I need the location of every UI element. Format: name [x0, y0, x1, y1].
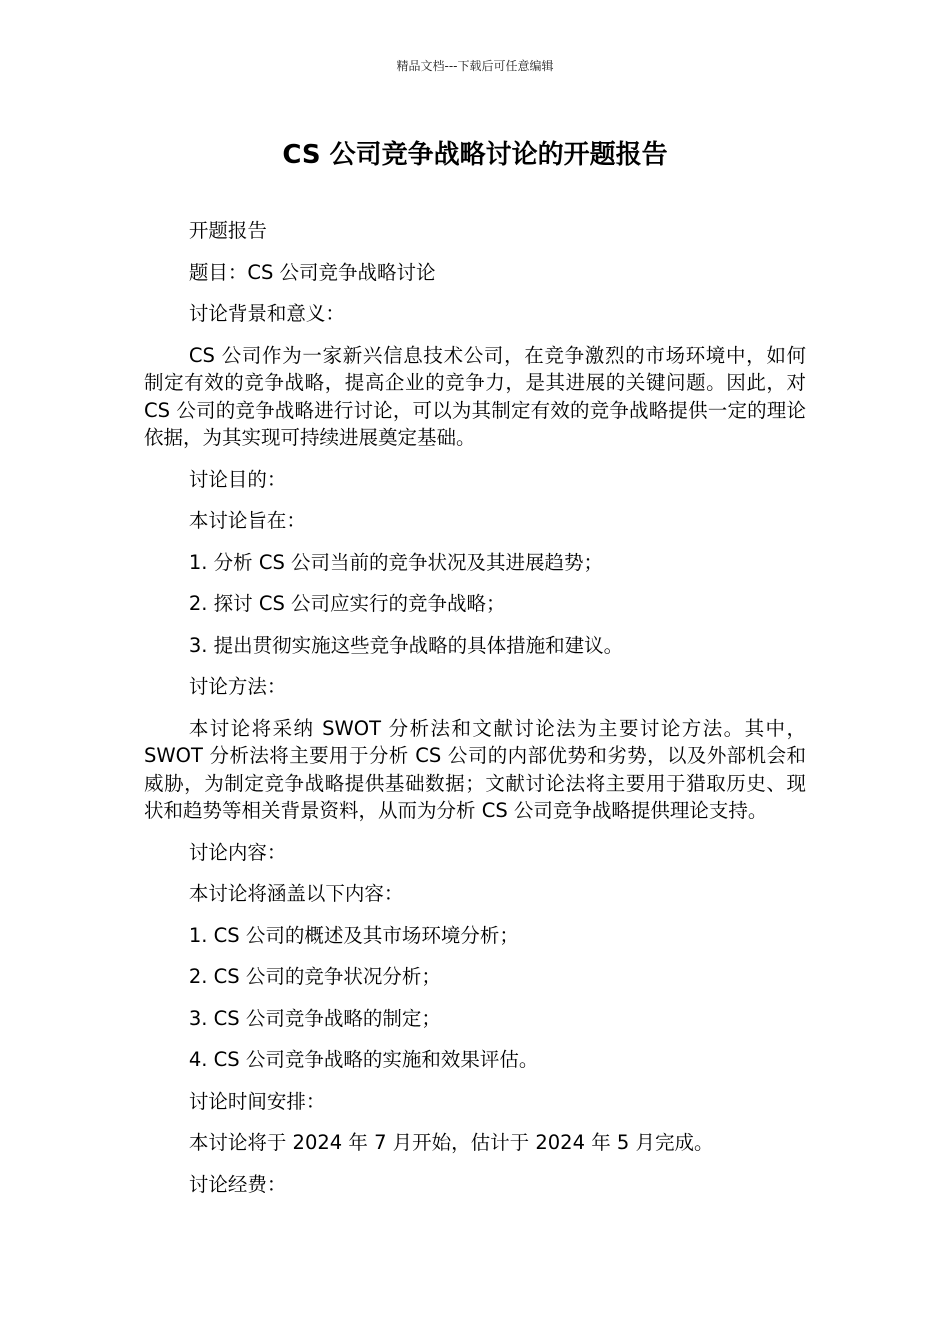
list-item: 3. 提出贯彻实施这些竞争战略的具体措施和建议。	[188, 633, 624, 657]
paragraph-purpose-intro: 本讨论旨在：	[188, 509, 306, 532]
heading-content: 讨论内容：	[188, 840, 287, 864]
heading-purpose: 讨论目的：	[188, 467, 287, 491]
paragraph-schedule: 本讨论将于 2024 年 7 月开始，估计于 2024 年 5 月完成。	[188, 1131, 714, 1154]
list-item: 1. 分析 CS 公司当前的竞争状况及其进展趋势；	[188, 550, 604, 574]
document-title: CS 公司竞争战略讨论的开题报告	[282, 140, 668, 170]
paragraph-method: 本讨论将采纳 SWOT 分析法和文献讨论法为主要讨论方法。其中，SWOT 分析法将主要用于分析 CS 公司的内部优势和劣势，以及外部机会和威胁，为制定竞争战略提供基础数据；文献讨论法将主要用于猎取历史、现状和趋势等相关背景资料，从而为分析 CS 公司竞争战略提供理论支持。	[144, 716, 806, 822]
heading-method: 讨论方法：	[188, 675, 287, 698]
paragraph-background: CS 公司作为一家新兴信息技术公司，在竞争激烈的市场环境中，如何制定有效的竞争战略，提高企业的竞争力，是其进展的关键问题。因此，对 CS 公司的竞争战略进行讨论，可以为其制定有效的竞争战略提供一定的理论依据，为其实现可持续进展奠定基础。	[144, 343, 806, 449]
heading-funding: 讨论经费：	[188, 1172, 287, 1196]
header-note: 精品文档---下载后可任意编辑	[396, 59, 554, 73]
paragraph-content-intro: 本讨论将涵盖以下内容：	[188, 882, 404, 905]
paragraph-report-label: 开题报告	[188, 219, 267, 242]
list-item: 3. CS 公司竞争战略的制定；	[188, 1006, 441, 1030]
list-item: 2. 探讨 CS 公司应实行的竞争战略；	[188, 592, 506, 615]
list-item: 4. CS 公司竞争战略的实施和效果评估。	[188, 1048, 539, 1071]
heading-background: 讨论背景和意义：	[188, 302, 345, 325]
list-item: 1. CS 公司的概述及其市场环境分析；	[188, 923, 519, 947]
document-body	[144, 217, 806, 1212]
heading-schedule: 讨论时间安排：	[188, 1089, 326, 1113]
paragraph-topic: 题目：CS 公司竞争战略讨论	[188, 260, 436, 284]
list-item: 2. CS 公司的竞争状况分析；	[188, 965, 441, 988]
